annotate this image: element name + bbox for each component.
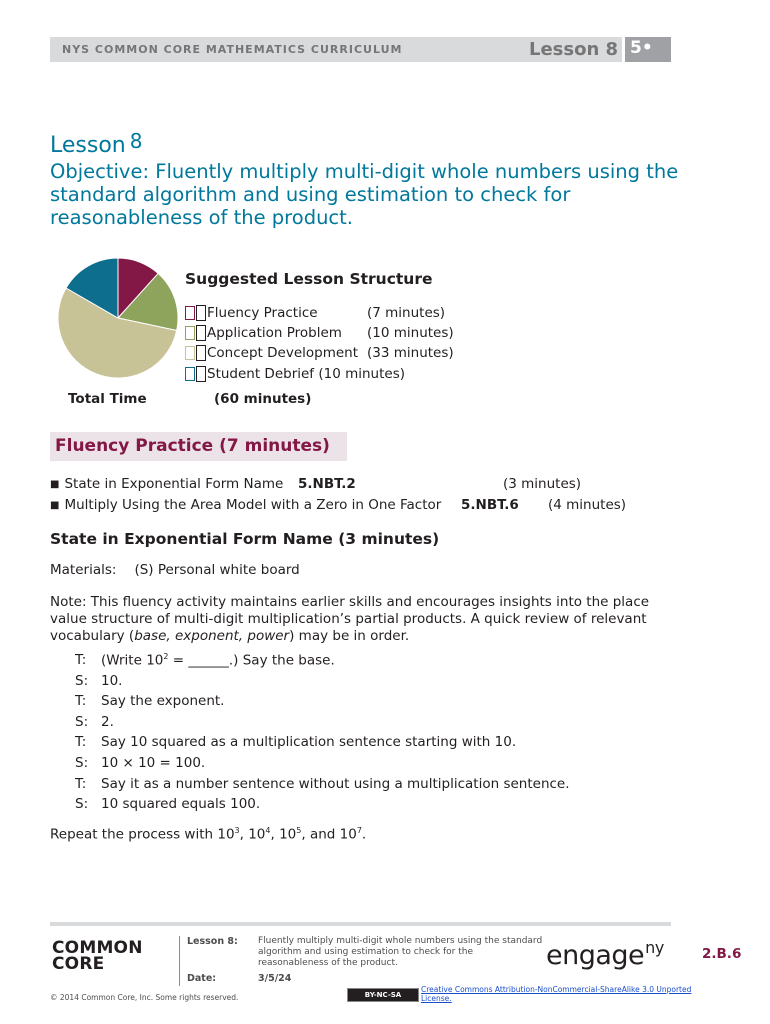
activity-time: (3 minutes): [503, 476, 582, 492]
dialogue-text: 2.: [101, 714, 114, 730]
bullet-icon: ■: [50, 479, 60, 490]
footer-date-label: Date:: [187, 973, 217, 984]
dialogue-text: Say it as a number sentence without using a multiplication sentence.: [101, 776, 570, 792]
activity-heading: State in Exponential Form Name (3 minutes): [50, 530, 440, 548]
structure-time: (33 minutes): [367, 345, 454, 361]
dialogue-line: [0, 755, 700, 773]
dialogue-text: Say the exponent.: [101, 693, 225, 709]
creative-commons-badge-icon: BY-NC-SA: [347, 988, 419, 1002]
structure-time: (7 minutes): [367, 305, 446, 321]
curriculum-title: NYS COMMON CORE MATHEMATICS CURRICULUM: [62, 43, 403, 56]
structure-row-debrief: [185, 366, 406, 386]
speaker: S:: [75, 714, 89, 730]
note-text: Note: This fluency activity maintains earlier skills and encourages insights into the place value structure of multi-digit multiplication’s partial products. A quick review of relevant vocabulary (: [50, 594, 650, 644]
structure-label: Application Problem: [207, 325, 342, 341]
checkbox-icon: [185, 346, 195, 360]
speaker: T:: [75, 734, 87, 750]
structure-row-fluency: [185, 305, 446, 325]
header-lesson-label: Lesson 8: [529, 39, 619, 60]
license-link[interactable]: Creative Commons Attribution-NonCommercial-ShareAlike 3.0 Unported License.: [421, 985, 692, 1003]
dialogue-line: [0, 776, 700, 794]
lesson-word: Lesson: [50, 133, 126, 158]
total-time-label: Total Time: [68, 391, 147, 407]
lesson-objective: Objective: Fluently multiply multi-digit whole numbers using the standard algorithm and using estimation to check for reasonableness of the product.: [50, 160, 679, 229]
structure-heading: Suggested Lesson Structure: [185, 270, 433, 288]
dialogue-line: [0, 796, 700, 814]
structure-label: Student Debrief (10 minutes): [207, 366, 406, 382]
materials-line: [50, 562, 300, 579]
footer-divider: [50, 922, 671, 926]
footer-lesson-description: Fluently multiply multi-digit whole numbers using the standard algorithm and using estimation to check for the reasonableness of the product.: [258, 936, 543, 968]
fluency-activity-row: [50, 476, 650, 494]
checkbox-icon: [185, 326, 195, 340]
dialogue-text: 10.: [101, 673, 123, 689]
checkbox-icon: [196, 325, 206, 341]
structure-label: Concept Development: [207, 345, 359, 361]
engage-ny-logo: engage$^{ny}$: [546, 938, 664, 971]
activity-note: [50, 594, 675, 645]
speaker: T:: [75, 776, 87, 792]
structure-time: (10 minutes): [367, 325, 454, 341]
dialogue-line: [0, 734, 700, 752]
repeat-instruction: Repeat the process with $10^3$, $10^4$, $10^5$, and $10^7$.: [50, 826, 367, 843]
footer-rule: [179, 936, 180, 986]
materials-label: Materials:: [50, 562, 117, 578]
speaker: T:: [75, 652, 87, 668]
dialogue-text: (Write $10^2$ = ______.) Say the base.: [101, 652, 335, 669]
total-time-value: (60 minutes): [214, 391, 312, 407]
structure-row-concept: [185, 345, 454, 365]
structure-label: Fluency Practice: [207, 305, 318, 321]
grade-badge-text: 5•: [630, 38, 653, 58]
lesson-title: [50, 129, 142, 158]
common-core-logo: COMMON CORE: [52, 938, 143, 974]
dialogue-line: [0, 693, 700, 711]
materials-value: (S) Personal white board: [134, 562, 300, 578]
checkbox-icon: [196, 366, 206, 382]
activity-standard: 5.NBT.2: [298, 476, 356, 492]
footer-date-value: 3/5/24: [258, 973, 292, 984]
checkbox-icon: [185, 306, 195, 320]
dialogue-line: [0, 673, 700, 691]
page-code: 2.B.6: [702, 946, 742, 962]
dialogue-text: 10 × 10 = 100.: [101, 755, 206, 771]
activity-name: Multiply Using the Area Model with a Zero in One Factor: [64, 497, 442, 513]
lesson-number: 8: [129, 129, 143, 153]
copyright-notice: © 2014 Common Core, Inc. Some rights reserved.: [50, 993, 239, 1002]
dialogue-line: [0, 714, 700, 732]
speaker: T:: [75, 693, 87, 709]
structure-row-application: [185, 325, 454, 345]
checkbox-icon: [185, 367, 195, 381]
note-text-end: ) may be in order.: [289, 628, 410, 644]
footer-lesson-label: Lesson 8:: [187, 936, 238, 947]
fluency-heading: Fluency Practice (7 minutes): [55, 436, 330, 456]
dialogue-text: 10 squared equals 100.: [101, 796, 261, 812]
checkbox-icon: [196, 345, 206, 361]
speaker: S:: [75, 796, 89, 812]
dialogue-line: [0, 652, 700, 670]
dialogue-text: Say 10 squared as a multiplication sentence starting with 10.: [101, 734, 517, 750]
activity-standard: 5.NBT.6: [461, 497, 519, 513]
note-vocabulary: base, exponent, power: [134, 628, 290, 644]
fluency-activity-row: [50, 497, 650, 515]
bullet-icon: ■: [50, 500, 60, 511]
checkbox-icon: [196, 305, 206, 321]
lesson-structure-pie-chart: [56, 256, 180, 380]
speaker: S:: [75, 755, 89, 771]
activity-time: (4 minutes): [548, 497, 627, 513]
activity-name: State in Exponential Form Name: [64, 476, 284, 492]
speaker: S:: [75, 673, 89, 689]
